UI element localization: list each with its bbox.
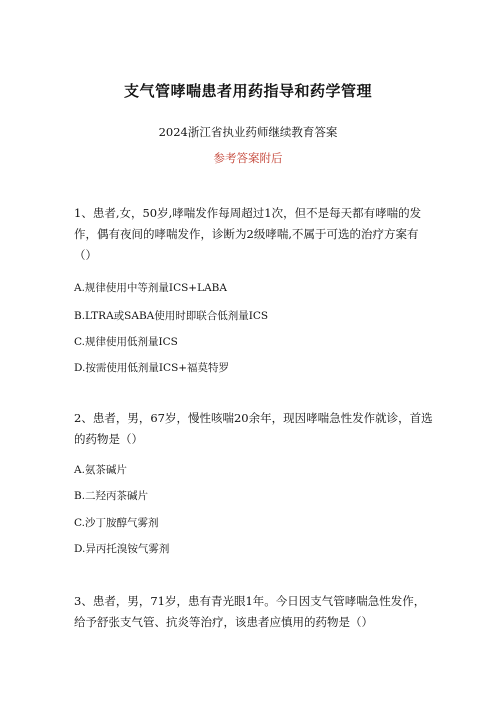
question-2-option-c: C.沙丁胺醇气雾剂	[74, 517, 159, 529]
question-2-option-a: A.氨茶碱片	[74, 464, 127, 476]
document-subtitle: 2024浙江省执业药师继续教育答案	[158, 125, 338, 139]
question-1-option-d: D.按需使用低剂量ICS+福莫特罗	[74, 362, 230, 374]
question-1-option-a: A.规律使用中等剂量ICS+LABA	[74, 282, 227, 294]
question-1-option-c: C.规律使用低剂量ICS	[74, 336, 178, 348]
question-3-stem: 3、患者，男，71岁，患有青光眼1年。今日因支气管哮喘急性发作，给予舒张支气管、抗炎等治疗，该患者应慎用的药物是（）	[74, 594, 426, 629]
question-2-option-d: D.异丙托溴铵气雾剂	[74, 543, 170, 555]
answer-notice: 参考答案附后	[213, 151, 283, 165]
question-2-option-b: B.二羟丙茶碱片	[74, 490, 149, 502]
question-1-option-b: B.LTRA或SABA使用时即联合低剂量ICS	[74, 310, 269, 322]
question-1-stem: 1、患者,女，50岁,哮喘发作每周超过1次，但不是每天都有哮喘的发作，偶有夜间的哮喘发作，诊断为2级哮喘,不属于可选的治疗方案有（）	[74, 206, 422, 262]
document-title: 支气管哮喘患者用药指导和药学管理	[123, 82, 372, 100]
question-2-stem: 2、患者，男，67岁，慢性咳喘20余年，现因哮喘急性发作就诊，首选的药物是（）	[74, 411, 433, 446]
